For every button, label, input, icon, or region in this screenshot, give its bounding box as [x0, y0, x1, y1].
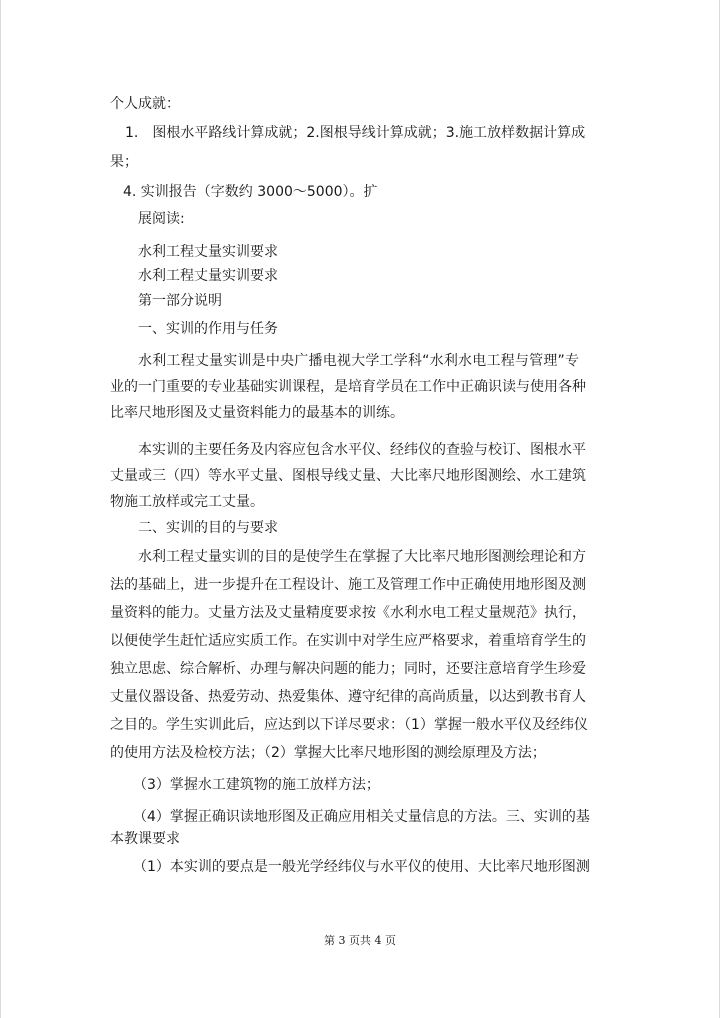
part-one-heading: 第一部分说明	[138, 293, 222, 309]
paragraph-2-line-3: 物施工放样或完工丈量。	[110, 494, 264, 510]
paragraph-3-line-7: 之目的。学生实训此后，应达到以下详尽要求：（1）掌握一般水平仪及经纬仪	[110, 717, 588, 733]
paragraph-3-line-6: 丈量仪器设备、热爱劳动、热爱集体、遵守纪律的高尚质量，以达到教书育人	[110, 689, 586, 705]
requirement-4-line-2: 本教课要求	[110, 831, 180, 847]
list-item-1: 1. 图根水平路线计算成就；2.图根导线计算成就；3.施工放样数据计算成	[125, 125, 586, 141]
list-item-4: 4. 实训报告（字数约 3000～5000）。扩	[123, 184, 378, 200]
paragraph-1-line-2: 业的一门重要的专业基础实训课程，是培育学员在工作中正确识读与使用各种	[110, 379, 586, 395]
paragraph-3-line-8: 的使用方法及检校方法；（2）掌握大比率尺地形图的测绘原理及方法；	[110, 745, 546, 761]
key-points-line-1: （1）本实训的要点是一般光学经纬仪与水平仪的使用、大比率尺地形图测	[133, 859, 590, 875]
requirement-3: （3）掌握水工建筑物的施工放样方法；	[133, 777, 380, 793]
paragraph-2-line-1: 本实训的主要任务及内容应包含水平仪、经纬仪的查验与校订、图根水平	[138, 442, 586, 458]
paragraph-3-line-1: 水利工程丈量实训的目的是使学生在掌握了大比率尺地形图测绘理论和方	[138, 549, 586, 565]
article-title: 水利工程丈量实训要求	[138, 244, 278, 260]
requirement-4-line-1: （4）掌握正确识读地形图及正确应用相关丈量信息的方法。三、实训的基	[133, 809, 590, 825]
extended-reading-label: 展阅读:	[138, 211, 185, 227]
paragraph-3-line-4: 以便使学生赶忙适应实质工作。在实训中对学生应严格要求，着重培育学生的	[110, 633, 586, 649]
list-item-1-continuation: 果；	[110, 154, 138, 170]
section-heading-personal-results: 个人成就：	[110, 96, 180, 112]
article-subtitle: 水利工程丈量实训要求	[138, 268, 278, 284]
section-heading-goals: 二、实训的目的与要求	[138, 520, 278, 536]
paragraph-3-line-5: 独立思虑、综合解析、办理与解决问题的能力；同时，还要注意培育学生珍爱	[110, 661, 586, 677]
paragraph-3-line-3: 量资料的能力。丈量方法及丈量精度要求按《水利水电工程丈量规范》执行，	[110, 605, 586, 621]
paragraph-2-line-2: 丈量或三（四）等水平丈量、图根导线丈量、大比率尺地形图测绘、水工建筑	[110, 468, 586, 484]
section-heading-role: 一、实训的作用与任务	[138, 321, 278, 337]
paragraph-1-line-1: 水利工程丈量实训是中央广播电视大学工学科“水利水电工程与管理”专	[138, 353, 579, 369]
paragraph-3-line-2: 法的基础上，进一步提升在工程设计、施工及管理工作中正确使用地形图及测	[110, 577, 586, 593]
page-number-footer: 第 3 页共 4 页	[324, 934, 396, 947]
paragraph-1-line-3: 比率尺地形图及丈量资料能力的最基本的训练。	[110, 405, 404, 421]
